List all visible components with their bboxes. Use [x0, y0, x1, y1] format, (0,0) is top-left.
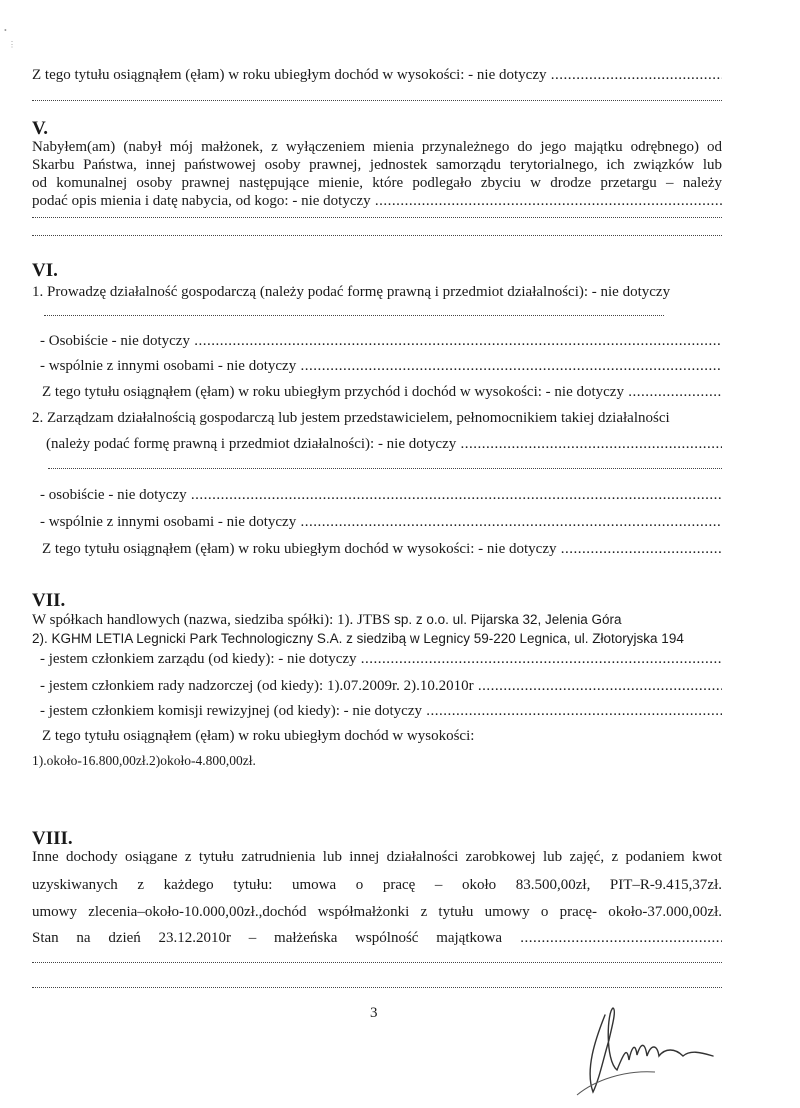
companies-income-value: 1).około-16.800,00zł.2)około-4.800,00zł.	[32, 753, 256, 768]
blank-dotted-line	[32, 981, 722, 988]
companies-line: W spółkach handlowych (nazwa, siedziba spółki): 1). JTBS sp. z o.o. ul. Pijarska 32, Jelenia Góra	[32, 612, 622, 628]
blank-dotted-line	[48, 462, 722, 469]
companies-income-label: Z tego tytułu osiągnąłem (ęłam) w roku ubiegłym dochód w wysokości:	[42, 728, 475, 744]
blank-dotted-line	[44, 309, 664, 316]
management-personal-line: - osobiście - nie dotyczy .....	[40, 486, 722, 504]
other-income-line: uzyskiwanych z każdego tytułu: umowa o pracę – około 83.500,00zł, PIT–R-9.415,37zł.	[32, 877, 722, 893]
other-income-line: Inne dochody osiągane z tytułu zatrudnienia lub innej działalności zarobkowej lub zajęć, z podaniem kwot	[32, 849, 722, 865]
section-heading-viii: VIII.	[32, 828, 73, 849]
section-v-line: Nabyłem(am) (nabył mój małżonek, z wyłączeniem mienia przynależnego do jego majątku odrębnego) od	[32, 139, 722, 155]
board-member-line: - jestem członkiem zarządu (od kiedy): - nie dotyczy .....	[40, 650, 722, 668]
section-v-line: Skarbu Państwa, innej państwowej osoby prawnej, jednostek samorządu terytorialnego, ich związków lub	[32, 157, 722, 173]
other-income-line: umowy zlecenia–około-10.000,00zł.,dochód współmałżonki z tytułu umowy o pracę- około-37.000,00zł.	[32, 904, 722, 920]
section-heading-v: V.	[32, 118, 49, 139]
business-joint-line: - wspólnie z innymi osobami - nie dotyczy .....	[40, 357, 722, 375]
blank-dotted-line	[32, 956, 722, 963]
management-line: 2. Zarządzam działalnością gospodarczą lub jestem przedstawicielem, pełnomocnikiem takiej działalności	[32, 410, 670, 426]
scan-speck: •	[4, 26, 7, 35]
blank-dotted-line	[32, 94, 722, 101]
management-income-line: Z tego tytułu osiągnąłem (ęłam) w roku ubiegłym dochód w wysokości: - nie dotyczy .....	[42, 540, 722, 558]
blank-dotted-line	[32, 229, 722, 236]
companies-line-2: 2). KGHM LETIA Legnicki Park Technologiczny S.A. z siedzibą w Legnicy 59-220 Legnica, ul. Złotoryjska 194	[32, 631, 684, 646]
management-joint-line: - wspólnie z innymi osobami - nie dotyczy .....	[40, 513, 722, 531]
supervisory-board-line: - jestem członkiem rady nadzorczej (od kiedy): 1).07.2009r. 2).10.2010r .....	[40, 677, 722, 695]
business-activity-line: 1. Prowadzę działalność gospodarczą (należy podać formę prawną i przedmiot działalności): - nie dotyczy	[32, 284, 671, 300]
prior-income-line: Z tego tytułu osiągnąłem (ęłam) w roku ubiegłym dochód w wysokości: - nie dotyczy .....	[32, 66, 722, 84]
management-line-cont: (należy podać formę prawną i przedmiot działalności): - nie dotyczy .....	[46, 435, 722, 453]
section-heading-vii: VII.	[32, 590, 66, 611]
business-income-line: Z tego tytułu osiągnąłem (ęłam) w roku ubiegłym przychód i dochód w wysokości: - nie dotyczy .....	[42, 383, 722, 401]
audit-committee-line: - jestem członkiem komisji rewizyjnej (od kiedy): - nie dotyczy .....	[40, 702, 722, 720]
handwritten-signature	[565, 1000, 715, 1100]
section-v-line: podać opis mienia i datę nabycia, od kogo: - nie dotyczy .....	[32, 192, 722, 210]
section-v-line: od komunalnej osoby prawnej następujące mienie, które podlegało zbyciu w drodze przetargu – należy	[32, 175, 722, 191]
section-heading-vi: VI.	[32, 260, 58, 281]
marital-status-line: Stan na dzień 23.12.2010r – małżeńska wspólność majątkowa .....	[32, 929, 722, 947]
blank-dotted-line	[32, 211, 722, 218]
business-personal-line: - Osobiście - nie dotyczy .....	[40, 332, 722, 350]
scan-speck: ⋮	[8, 40, 16, 49]
page-number: 3	[370, 1005, 378, 1021]
